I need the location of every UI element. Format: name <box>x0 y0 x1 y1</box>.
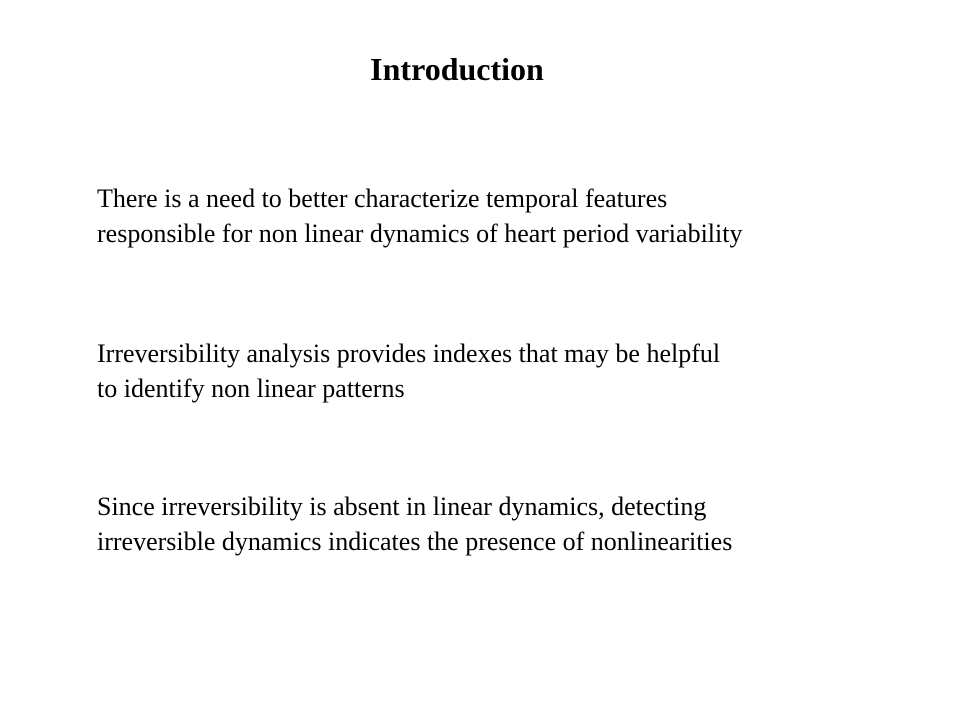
paragraph-line: to identify non linear patterns <box>97 374 405 403</box>
paragraph-line: irreversible dynamics indicates the presence of nonlinearities <box>97 527 733 556</box>
paragraph-irreversibility-analysis <box>97 336 897 406</box>
slide-title: Introduction <box>370 51 544 87</box>
paragraph-line: Irreversibility analysis provides indexes that may be helpful <box>97 339 721 368</box>
paragraph-line: Since irreversibility is absent in linear dynamics, detecting <box>97 492 707 521</box>
paragraph-line: responsible for non linear dynamics of heart period variability <box>97 219 743 248</box>
paragraph-nonlinearities <box>97 489 897 559</box>
paragraph-line: There is a need to better characterize temporal features <box>97 184 668 213</box>
paragraph-temporal-features <box>97 181 897 251</box>
